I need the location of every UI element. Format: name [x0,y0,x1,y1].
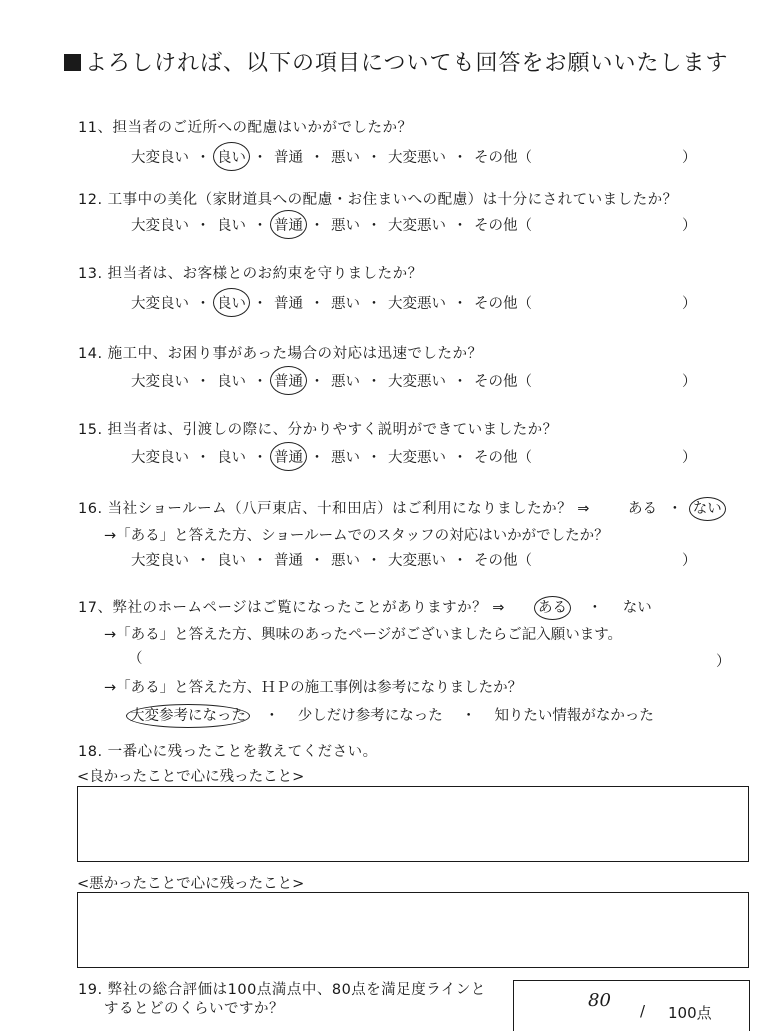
rating-option[interactable]: 大変良い [131,296,189,312]
q15-close-paren: ） [682,450,697,466]
rating-option[interactable]: 良い [217,292,246,313]
question-18: 18. 一番心に残ったことを教えてください。 [78,744,378,760]
q14-close-paren: ） [682,374,697,390]
q11-close-paren: ） [682,150,697,166]
rating-option[interactable]: 大変悪い [388,218,446,234]
separator: ・ [366,450,382,466]
separator: ・ [195,150,211,166]
rating-option[interactable]: 悪い [331,553,360,569]
q18-good-answer-box[interactable] [77,786,749,862]
question-13: 13. 担当者は、お客様とのお約束を守りましたか？ [78,266,423,282]
question-19-line-2: するとどのくらいですか？ [104,1001,284,1017]
rating-option[interactable]: 大変良い [131,150,189,166]
rating-option[interactable]: 大変悪い [388,553,446,569]
rating-option[interactable]: 良い [217,450,246,466]
rating-option[interactable]: その他（ [474,150,532,166]
q17-hp-option-1[interactable]: 大変参考になった [130,708,246,724]
rating-option[interactable]: 悪い [331,450,360,466]
q16-yes-no [628,497,722,518]
page-heading [64,46,729,77]
q11-options[interactable] [131,146,532,167]
q17-hp-option-2[interactable]: 少しだけ参考になった [297,708,443,724]
q17-no[interactable]: ない [622,600,652,616]
q16-close-paren: ） [682,553,697,569]
q19-score-box[interactable] [513,980,750,1031]
rating-option[interactable]: 大変悪い [388,150,446,166]
rating-option[interactable]: 良い [217,218,246,234]
separator: ・ [195,553,211,569]
separator: ・ [366,374,382,390]
rating-option[interactable]: 大変良い [131,218,189,234]
rating-option[interactable]: その他（ [474,296,532,312]
q17-hp-option-3[interactable]: 知りたい情報がなかった [494,708,654,724]
rating-option[interactable]: 大変悪い [388,450,446,466]
q12-close-paren: ） [682,218,697,234]
separator: ・ [667,501,683,517]
rating-option[interactable]: 大変良い [131,450,189,466]
q14-options[interactable] [131,370,532,391]
separator: ・ [452,553,468,569]
separator: ・ [452,296,468,312]
separator: ・ [452,218,468,234]
separator: ・ [452,150,468,166]
separator: ・ [195,450,211,466]
rating-option[interactable]: 悪い [331,296,360,312]
q13-close-paren: ） [682,296,697,312]
separator: ・ [195,296,211,312]
question-17: 17、弊社のホームページはご覧になったことがありますか？ ⇒ [78,600,505,616]
separator: ・ [309,374,325,390]
separator: ・ [252,218,268,234]
question-12: 12. 工事中の美化（家財道具への配慮・お住まいへの配慮）は十分にされていましたか？ [78,192,678,208]
q16-yes[interactable]: ある [628,501,657,517]
q17-yes-no [538,596,652,617]
rating-option[interactable]: その他（ [474,450,532,466]
rating-option[interactable]: 良い [217,374,246,390]
question-16: 16. 当社ショールーム（八戸東店、十和田店）はご利用になりましたか？ ⇒ [78,501,590,517]
separator: ・ [252,553,268,569]
rating-option[interactable]: 普通 [274,446,303,467]
q17-yes[interactable]: ある [538,600,567,616]
q19-slash: / [640,1002,646,1020]
q19-score-max: 100点 [668,1004,712,1022]
rating-option[interactable]: 普通 [274,370,303,391]
separator: ・ [452,374,468,390]
rating-option[interactable]: その他（ [474,374,532,390]
rating-option[interactable]: 大変悪い [388,296,446,312]
separator: ・ [309,218,325,234]
separator: ・ [461,708,476,724]
separator: ・ [195,218,211,234]
q12-options[interactable] [131,214,532,235]
q18-bad-label: <悪かったことで心に残ったこと> [77,876,305,892]
q18-bad-answer-box[interactable] [77,892,749,968]
rating-option[interactable]: 悪い [331,374,360,390]
q18-good-label: <良かったことで心に残ったこと> [77,769,305,785]
separator: ・ [252,374,268,390]
question-14: 14. 施工中、お困り事があった場合の対応は迅速でしたか？ [78,346,483,362]
question-11: 11、担当者のご近所への配慮はいかがでしたか？ [78,120,413,136]
separator: ・ [252,296,268,312]
question-19-line-1: 19. 弊社の総合評価は100点満点中、80点を満足度ラインと [78,982,486,998]
rating-option[interactable]: 良い [217,146,246,167]
q17-sub1: →「ある」と答えた方、興味のあったページがございましたらご記入願います。 [104,627,623,643]
rating-option[interactable]: 普通 [274,296,303,312]
separator: ・ [252,150,268,166]
q16-sub: →「ある」と答えた方、ショールームでのスタッフの対応はいかがでしたか？ [104,528,609,544]
rating-option[interactable]: 普通 [274,214,303,235]
rating-option[interactable]: 普通 [274,553,303,569]
q17-hp-options [130,704,654,725]
rating-option[interactable]: 大変良い [131,553,189,569]
rating-option[interactable]: 良い [217,553,246,569]
q15-options[interactable] [131,446,532,467]
q17-open-paren: （ [128,651,143,667]
separator: ・ [366,296,382,312]
separator: ・ [366,218,382,234]
q13-options[interactable] [131,292,532,313]
separator: ・ [587,600,603,616]
separator: ・ [252,450,268,466]
q19-handwritten-score: 80 [588,990,611,1011]
q16-options[interactable] [131,549,532,570]
separator: ・ [309,553,325,569]
separator: ・ [195,374,211,390]
separator: ・ [309,296,325,312]
separator: ・ [309,450,325,466]
q17-close-paren: ） [716,654,731,670]
rating-option[interactable]: その他（ [474,218,532,234]
rating-option[interactable]: 普通 [274,150,303,166]
separator: ・ [309,150,325,166]
separator: ・ [366,150,382,166]
separator: ・ [366,553,382,569]
separator: ・ [452,450,468,466]
heading-text: よろしければ、以下の項目についても回答をお願いいたします [85,51,729,76]
rating-option[interactable]: その他（ [474,553,532,569]
square-bullet-icon [64,54,81,71]
rating-option[interactable]: 悪い [331,218,360,234]
question-15: 15. 担当者は、引渡しの際に、分かりやすく説明ができていましたか？ [78,422,558,438]
q17-sub2: →「ある」と答えた方、ＨＰの施工事例は参考になりましたか？ [104,680,523,696]
rating-option[interactable]: 大変悪い [388,374,446,390]
separator: ・ [264,708,280,724]
q16-no[interactable]: ない [692,501,722,517]
rating-option[interactable]: 大変良い [131,374,189,390]
rating-option[interactable]: 悪い [331,150,360,166]
